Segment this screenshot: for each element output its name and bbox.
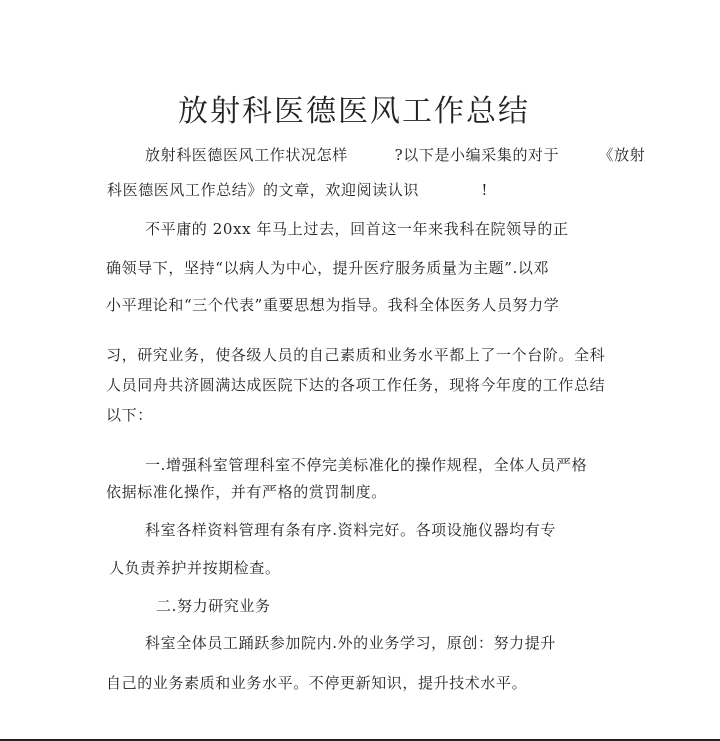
paragraph-line: 小平理论和“三个代表”重要思想为指导。我科全体医务人员努力学: [106, 296, 560, 314]
paragraph-line: 依据标准化操作，并有严格的赏罚制度。: [106, 483, 387, 501]
paragraph-line: 科室全体员工踊跃参加院内.外的业务学习，原创：努力提升: [145, 634, 556, 652]
paragraph-line: 人负责养护并按期检查。: [109, 559, 281, 577]
paragraph-line: 科室各样资料管理有条有序.资料完好。各项设施仪器均有专: [145, 521, 556, 539]
section-heading: 二.努力研究业务: [156, 597, 271, 615]
paragraph-line: 以下：: [106, 406, 153, 424]
paragraph-line: 科医德医风工作总结》的文章，欢迎阅读认识 !: [107, 181, 489, 199]
paragraph-line: 一.增强科室管理科室不停完美标准化的操作规程，全体人员严格: [145, 456, 588, 474]
paragraph-line: 自己的业务素质和业务水平。不停更新知识，提升技术水平。: [106, 674, 528, 692]
paragraph-line: 习，研究业务，使各级人员的自己素质和业务水平都上了一个台阶。全科: [106, 346, 606, 364]
paragraph-line: 确领导下，坚持“以病人为中心，提升医疗服务质量为主题”.以邓: [106, 259, 550, 277]
document-title: 放射科医德医风工作总结: [178, 94, 530, 129]
paragraph-line: 不平庸的 20xx 年马上过去，回首这一年来我科在院领导的正: [145, 220, 569, 238]
paragraph-line: 放射科医德医风工作状况怎样 ?以下是小编采集的对于 《放射: [145, 146, 646, 164]
paragraph-line: 人员同舟共济圆满达成医院下达的各项工作任务，现将今年度的工作总结: [106, 376, 606, 394]
